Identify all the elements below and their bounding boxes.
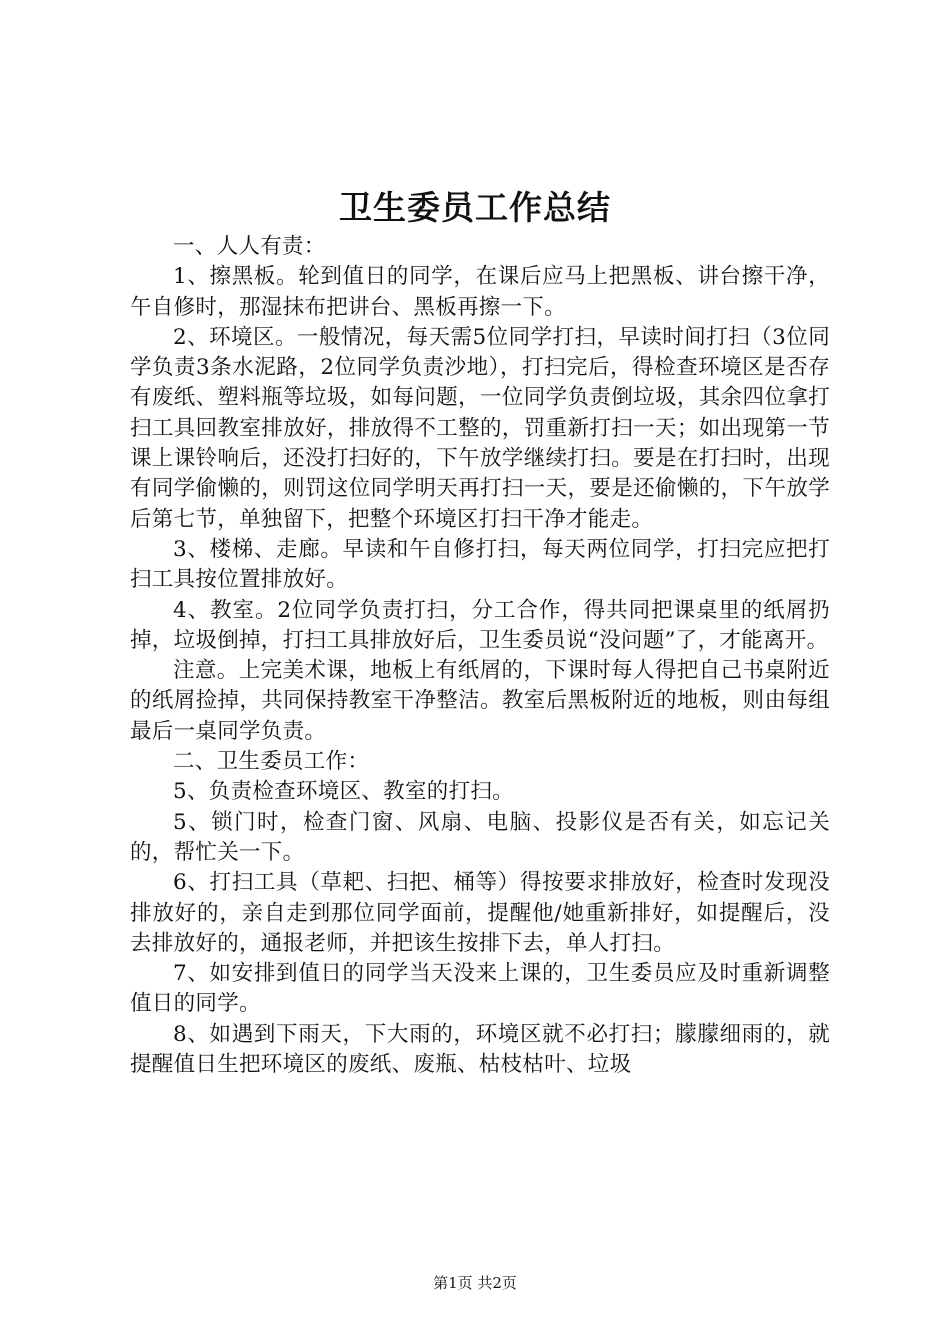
document-title: 卫生委员工作总结 bbox=[339, 188, 611, 227]
body-paragraph: 7、如安排到值日的同学当天没来上课的，卫生委员应及时重新调整值日的同学。 bbox=[130, 961, 830, 1017]
document-body bbox=[130, 232, 830, 1080]
body-paragraph: 4、教室。2位同学负责打扫，分工合作，得共同把课桌里的纸屑扔掉，垃圾倒掉，打扫工具排放好后，卫生委员说“没问题”了，才能离开。 bbox=[130, 597, 830, 653]
body-paragraph: 8、如遇到下雨天，下大雨的，环境区就不必打扫；朦朦细雨的，就提醒值日生把环境区的废纸、废瓶、枯枝枯叶、垃圾 bbox=[130, 1021, 830, 1078]
body-paragraph: 5、锁门时，检查门窗、风扇、电脑、投影仪是否有关，如忘记关的，帮忙关一下。 bbox=[130, 809, 830, 865]
body-paragraph: 1、擦黑板。轮到值日的同学，在课后应马上把黑板、讲台擦干净，午自修时，那湿抹布把讲台、黑板再擦一下。 bbox=[130, 264, 830, 320]
section-heading: 一、人人有责： bbox=[173, 234, 326, 259]
body-paragraph: 3、楼梯、走廊。早读和午自修打扫，每天两位同学，打扫完应把打扫工具按位置排放好。 bbox=[130, 536, 830, 593]
body-paragraph: 5、负责检查环境区、教室的打扫。 bbox=[173, 779, 514, 805]
body-paragraph: 6、打扫工具（草耙、扫把、桶等）得按要求排放好，检查时发现没排放好的，亲自走到那位同学面前，提醒他/她重新排好，如提醒后，没去排放好的，通报老师，并把该生按排下去，单人打扫。 bbox=[130, 870, 830, 956]
section-heading: 二、卫生委员工作： bbox=[173, 749, 370, 775]
body-paragraph: 2、环境区。一般情况，每天需5位同学打扫，早读时间打扫（3位同学负责3条水泥路，2位同学负责沙地），打扫完后，得检查环境区是否存有废纸、塑料瓶等垃圾，如每问题，一位同学负责倒垃圾，其余四位拿打扫工具回教室排放好，排放得不工整的，罚重新打扫一天；如出现第一节课上课铃响后，还没打扫好的，下午放学继续打扫。要是在打扫时，出现有同学偷懒的，则罚这位同学明天再打扫一天，要是还偷懒的，下午放学后第七节，单独留下，把整个环境区打扫干净才能走。 bbox=[130, 324, 830, 532]
note-paragraph: 注意。上完美术课，地板上有纸屑的，下课时每人得把自己书桌附近的纸屑捡掉，共同保持教室干净整洁。教室后黑板附近的地板，则由每组最后一桌同学负责。 bbox=[130, 658, 830, 744]
page-number-footer: 第1页 共2页 bbox=[433, 1274, 517, 1292]
